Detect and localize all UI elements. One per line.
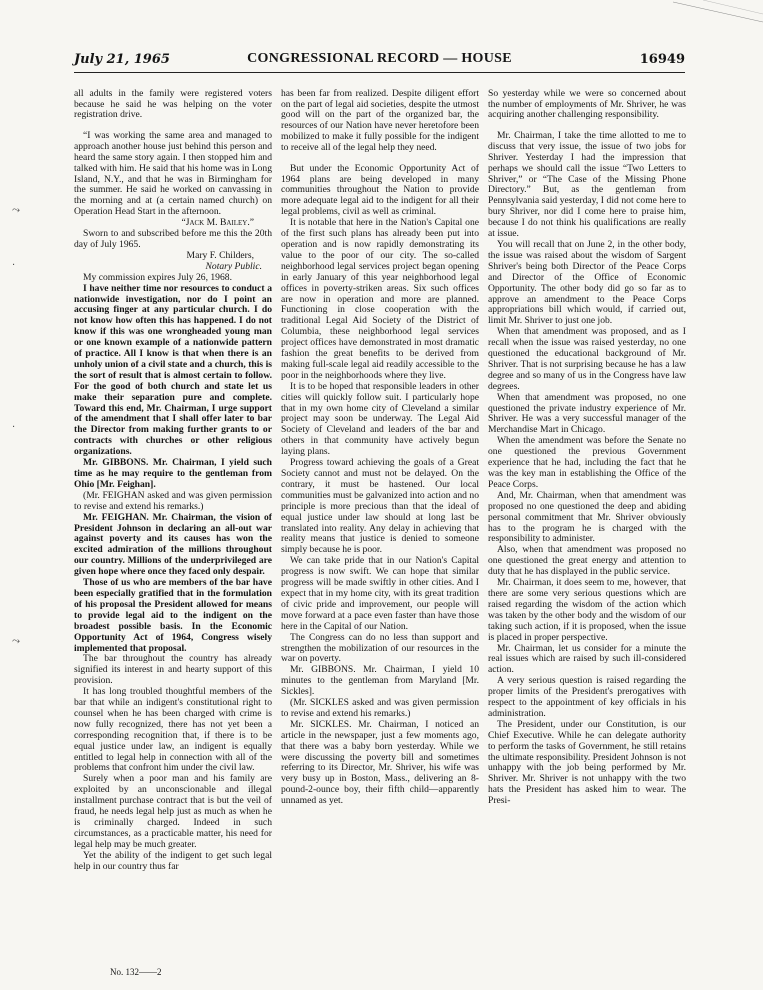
paragraph: The Congress can do no less than support and strengthen the mobilization of our resources in the war on poverty. (281, 631, 479, 665)
header-rule (74, 72, 685, 73)
paragraph: My commission expires July 26, 1968. (83, 271, 232, 283)
column-2 (281, 79, 479, 959)
paragraph: Sworn to and subscribed before me this the 20th day of July 1965. (74, 228, 272, 250)
paragraph: And, Mr. Chairman, when that amendment was proposed no one questioned the deep and abiding personal commitment that Mr. Shriver obviously has to the program he is charged with the responsibility to administer. (488, 489, 686, 545)
paragraph: But under the Economic Opportunity Act of 1964 plans are being developed in many communities throughout the Nation to provide more adequate legal aid to the indigent for all their legal problems, civil as well as criminal. (281, 162, 479, 218)
paragraph: Yet the ability of the indigent to get such legal help in our country thus far (74, 849, 272, 872)
paragraph: Also, when that amendment was proposed no one questioned the great energy and attention to duty that he has displayed in the public service. (488, 544, 686, 578)
paragraph: Those of us who are members of the bar have been especially gratified that in the formulation of his proposal the President allowed for means to provide legal aid to the indigent on the broadest possible basis. In the Economic Opportunity Act of 1964, Congress wisely implemented that proposal. (74, 577, 272, 654)
paragraph: It is notable that here in the Nation's Capital one of the first such plans has already been put into operation and is now rapidly demonstrating its value to the poor of our city. The so-called neighborhood legal services project began opening in early January of this year neighborhood legal offices in poverty-striken areas. Six such offices are now in operation and more are planned. Functioning in close cooperation with the traditional Legal Aid Society of the District of Columbia, these neighborhood legal services project offices have demonstrated in most dramatic fashion the great benefits to be derived from making full-scale legal aid readily accessible to the poor in the neighborhoods where they live. (281, 217, 479, 381)
paragraph: Progress toward achieving the goals of a Great Society cannot and must not be delayed. On the contrary, it must be hastened. Our local communities must be galvanized into action and no principle is more precious than that the ideal of equal justice under law should at long last be translated into reality. Any delay in achieving that reality means that justice is denied to someone simply because he is poor. (281, 457, 479, 556)
paragraph: “I was working the same area and managed to approach another house just behind this person and heard the same story again. I then stopped him and talked with him. He said that his home was in Long Island, N.Y., and that he was in Birmingham for the summer. He said he worked on canvassing in the morning and at (a certain named church) on Operation Head Start in the afternoon. (74, 129, 272, 218)
paragraph: Surely when a poor man and his family are exploited by an unconscionable and illegal installment purchase contract that is but the veil of fraud, he needs legal help just as much as when he is criminally charged. Indeed in such circumstances, as a practicable matter, his need for legal help may be much greater. (74, 773, 272, 850)
margin-mark-icon: ⤳ (12, 205, 20, 216)
paragraph: We can take pride that in our Nation's Capital progress is now swift. We can hope that similar progress will be made swiftly in other cities. And I expect that in my home city, with its great tradition of civic pride and improvement, our people will move forward at a pace even faster than have those here in the Capital of our Nation. (281, 555, 479, 632)
margin-mark-icon: ⤳ (12, 636, 20, 647)
paragraph: It is to be hoped that responsible leaders in other cities will quickly follow suit. I particularly hope that in my own home city of Cleveland a similar project may soon be underway. The Legal Aid Society of Cleveland and leaders of the bar and others in that community have actively begun laying plans. (281, 380, 479, 458)
scan-corner-mark (673, 0, 763, 30)
margin-dot-icon: · (12, 260, 16, 271)
paragraph: Mr. GIBBONS. Mr. Chairman, I yield 10 minutes to the gentleman from Maryland [Mr. Sickles]. (281, 664, 479, 698)
paragraph: Mary F. Childers, (186, 249, 254, 261)
paragraph: When the amendment was before the Senate no one questioned the previous Government experience that he had, including the fact that he was the key man in establishing the Office of the Peace Corps. (488, 435, 686, 490)
page-header (74, 50, 685, 72)
paragraph: Mr. Chairman, let us consider for a minute the real issues which are raised by such ill-considered action. (488, 642, 686, 676)
paragraph: has been far from realized. Despite diligent effort on the part of legal aid societies, despite the utmost good will on the part of the organized bar, the resources of our Nation have never heretofore been mobilized to make it fully possible for the indigent to receive all of the legal help they need. (281, 87, 479, 154)
paragraph: all adults in the family were registered voters because he said he was helping on the voter registration drive. (74, 87, 272, 121)
paragraph: Mr. Chairman, I take the time allotted to me to discuss that very issue, the issue of two jobs for Shriver. Yesterday I had the impression that perhaps we should call the issue “Two Letters to Shriver,” or “The Case of the Missing Phone Directory.” But, as the gentleman from Pennsylvania said yesterday, I did not come here to bury Shriver, nor did I come here to praise him, because I do not think his qualifications are really at issue. (488, 129, 686, 240)
paragraph: “Jack M. Bailey.” (181, 217, 254, 229)
header-title: CONGRESSIONAL RECORD — HOUSE (247, 51, 512, 66)
paragraph: Mr. FEIGHAN. Mr. Chairman, the vision of President Johnson in declaring an all-out war against poverty and its causes has won the excited admiration of the millions throughout our country. Millions of the underprivileged are given hope where once they faced only despair. (74, 511, 272, 578)
paragraph: A very serious question is raised regarding the proper limits of the President's prerogatives with respect to the appointment of key officials in his administration. (488, 675, 686, 719)
paragraph: The bar throughout the country has already signified its interest in and hearty support of this provision. (74, 653, 272, 687)
paragraph: Mr. Chairman, it does seem to me, however, that there are some very serious questions which are raised regarding the wisdom of the action which was taken by the other body and the wisdom of our taking such action, if it is proposed, when the issue is placed in proper perspective. (488, 577, 686, 643)
paragraph: When that amendment was proposed, no one questioned the private industry experience of Mr. Shriver. He was a very successful manager of the Merchandise Mart in Chicago. (488, 391, 686, 436)
header-date: July 21, 1965 (74, 52, 170, 67)
paragraph: (Mr. SICKLES asked and was given permission to revise and extend his remarks.) (281, 697, 479, 719)
margin-dot-icon: · (12, 422, 16, 433)
paragraph: Mr. SICKLES. Mr. Chairman, I noticed an article in the newspaper, just a few moments ago, that there was a baby born yesterday. While we were discussing the poverty bill and sometimes referring to its Director, Mr. Shriver, his wife was very busy up in Boston, Mass., delivering an 8-pound-2-ounce boy, their fifth child—apparently unnamed as yet. (281, 718, 479, 807)
paragraph: (Mr. FEIGHAN asked and was given permission to revise and extend his remarks.) (74, 489, 272, 512)
paragraph: When that amendment was proposed, and as I recall when the issue was raised yesterday, no one questioned the educational background of Mr. Shriver. That is not surprising because he has a law degree and so many of us in the Congress have law degrees. (488, 326, 686, 392)
footer-issue-number: No. 132——2 (110, 967, 162, 977)
paragraph: Mr. GIBBONS. Mr. Chairman, I yield such time as he may require to the gentleman from Ohio [Mr. Feighan]. (74, 457, 272, 490)
paragraph: It has long troubled thoughtful members of the bar that while an indigent's constitutional right to counsel when he has been charged with crime is now fully recognized, there has not yet been a corresponding recognition that, if there is to be equal justice under law, an indigent is equally entitled to legal help in connection with all of the problems that confront him under the civil law. (74, 686, 272, 774)
paragraph: I have neither time nor resources to conduct a nationwide investigation, nor do I point an accusing finger at any particular church. I do not know how often this has happened. I do not know if this was one wrongheaded young man or one known example of a nationwide pattern of practice. All I know is that when there is an unholy union of a civil state and a church, this is the sort of result that is almost certain to follow. For the good of both church and state let us make their separation pure and complete. Toward this end, Mr. Chairman, I urge support of the amendment that I shall offer later to bar the Director from making further grants to or contracts with churches or other religious organizations. (74, 282, 272, 458)
column-1 (74, 79, 272, 959)
paragraph: So yesterday while we were so concerned about the number of employments of Mr. Shriver, he was acquiring another challenging responsibility. (488, 87, 686, 121)
header-page-number: 16949 (639, 52, 685, 67)
paragraph: You will recall that on June 2, in the other body, the issue was raised about the wisdom of Sargent Shriver's being both Director of the Peace Corps and Director of the Office of Economic Opportunity. The other body did go so far as to approve an amendment to the Peace Corps appropriations bill which would, if carried out, limit Mr. Shriver to just one job. (488, 238, 686, 327)
paragraph: The President, under our Constitution, is our Chief Executive. While he can delegate authority to perform the tasks of Government, he still retains the ultimate responsibility. President Johnson is not unhappy with the job being performed by Mr. Shriver. Mr. Shriver is not unhappy with the two hats the President has asked him to wear. The Presi- (488, 718, 686, 807)
paragraph: Notary Public. (205, 260, 262, 272)
column-3 (488, 79, 686, 959)
